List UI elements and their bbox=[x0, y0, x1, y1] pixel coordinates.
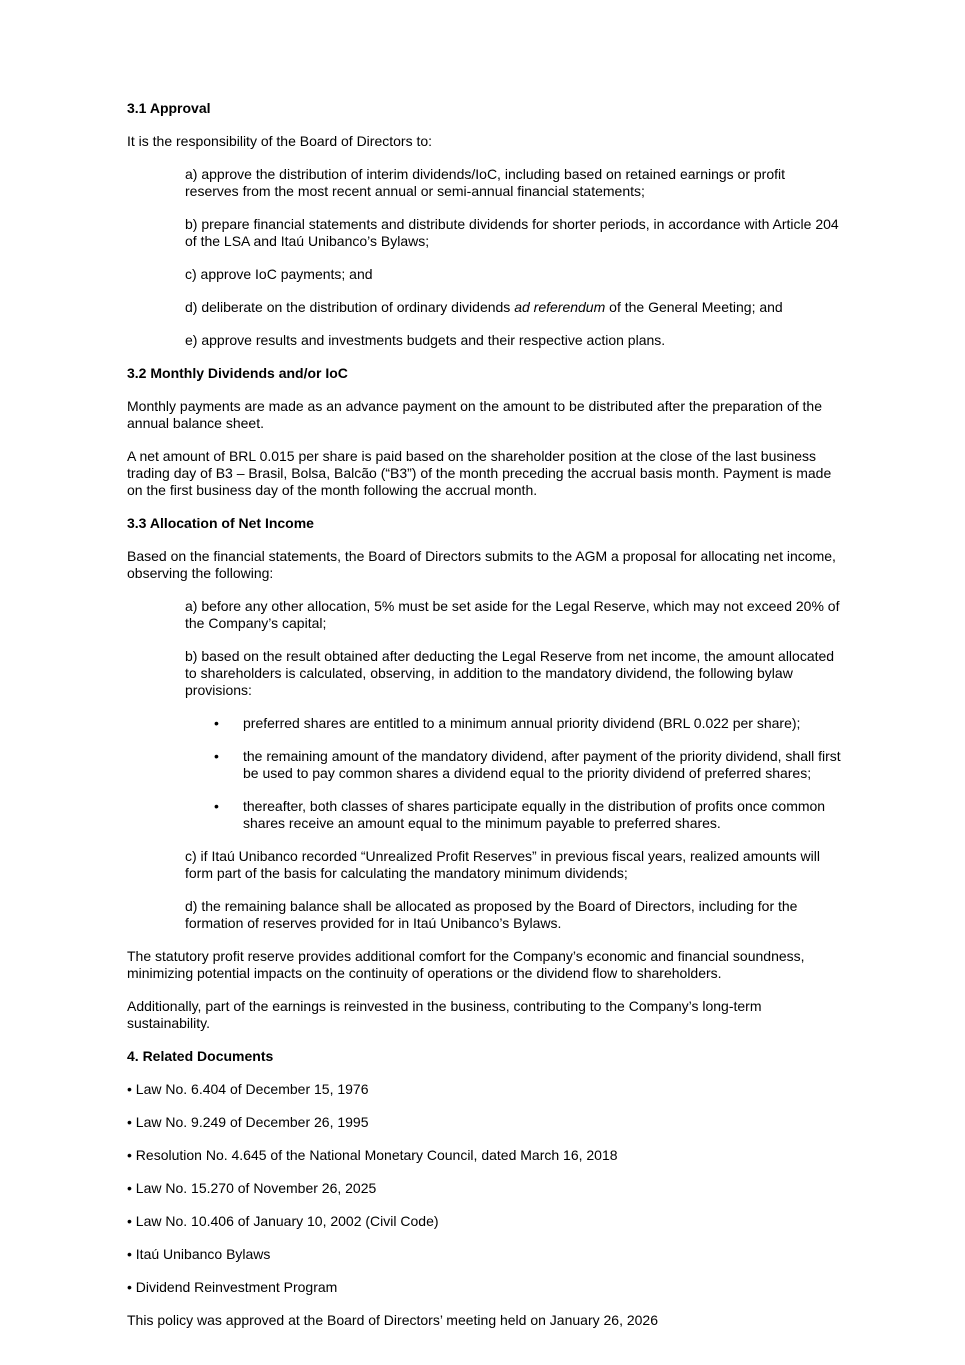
bullet-item bbox=[214, 798, 842, 832]
item-3-1-d-text: d) deliberate on the distribution of ordinary dividends bbox=[185, 299, 515, 315]
related-document-item: • Law No. 10.406 of January 10, 2002 (Civil Code) bbox=[127, 1213, 439, 1229]
item-3-1-d bbox=[185, 299, 842, 316]
bullet-marker: • bbox=[214, 798, 219, 814]
related-document-item: • Law No. 15.270 of November 26, 2025 bbox=[127, 1180, 377, 1196]
item-3-1-d-text-end: of the General Meeting; and bbox=[605, 299, 783, 315]
related-document-item: • Dividend Reinvestment Program bbox=[127, 1279, 338, 1295]
item-3-3-a: a) before any other allocation, 5% must be set aside for the Legal Reserve, which may not exceed 20% of the Company’s capital; bbox=[185, 598, 840, 631]
bullet-marker: • bbox=[214, 748, 219, 764]
related-document-item: • Itaú Unibanco Bylaws bbox=[127, 1246, 271, 1262]
item-3-1-a: a) approve the distribution of interim dividends/IoC, including based on retained earnings or profit reserves from the most recent annual or semi-annual financial statements; bbox=[185, 166, 786, 199]
section-3-3-heading: 3.3 Allocation of Net Income bbox=[127, 515, 314, 531]
bullet-text: preferred shares are entitled to a minimum annual priority dividend (BRL 0.022 per share); bbox=[243, 715, 801, 731]
section-3-1-intro: It is the responsibility of the Board of Directors to: bbox=[127, 133, 433, 149]
item-3-1-c: c) approve IoC payments; and bbox=[185, 266, 373, 282]
section-3-3-paragraph-2: Additionally, part of the earnings is reinvested in the business, contributing to the Company’s long-term sustainability. bbox=[127, 998, 762, 1031]
item-3-3-d: d) the remaining balance shall be allocated as proposed by the Board of Directors, including for the formation of reserves provided for in Itaú Unibanco’s Bylaws. bbox=[185, 898, 798, 931]
document-page bbox=[127, 100, 842, 1329]
related-document-item: • Law No. 6.404 of December 15, 1976 bbox=[127, 1081, 369, 1097]
approval-statement: This policy was approved at the Board of Directors’ meeting held on January 26, 2026 bbox=[127, 1312, 659, 1328]
bullet-text: thereafter, both classes of shares participate equally in the distribution of profits once common shares receive an amount equal to the minimum payable to preferred shares. bbox=[243, 798, 826, 831]
section-3-3-intro: Based on the financial statements, the Board of Directors submits to the AGM a proposal for allocating net income, observing the following: bbox=[127, 548, 836, 581]
section-3-3-paragraph-1: The statutory profit reserve provides additional comfort for the Company’s economic and financial soundness, minimizing potential impacts on the continuity of operations or the dividend flow to shareholders. bbox=[127, 948, 805, 981]
section-4-heading: 4. Related Documents bbox=[127, 1048, 274, 1064]
item-3-1-d-italic: ad referendum bbox=[514, 299, 606, 315]
section-3-1-heading: 3.1 Approval bbox=[127, 100, 211, 116]
bullet-text: the remaining amount of the mandatory dividend, after payment of the priority dividend, shall first be used to pay common shares a dividend equal to the priority dividend of preferred shares; bbox=[243, 748, 841, 781]
item-3-3-b: b) based on the result obtained after deducting the Legal Reserve from net income, the amount allocated to shareholders is calculated, observing, in addition to the mandatory dividend, the following bylaw provisions: bbox=[185, 648, 835, 698]
item-3-3-c: c) if Itaú Unibanco recorded “Unrealized Profit Reserves” in previous fiscal years, realized amounts will form part of the basis for calculating the mandatory minimum dividends; bbox=[185, 848, 820, 881]
item-3-1-e: e) approve results and investments budgets and their respective action plans. bbox=[185, 332, 666, 348]
section-3-2-heading: 3.2 Monthly Dividends and/or IoC bbox=[127, 365, 348, 381]
bullet-marker: • bbox=[214, 715, 219, 731]
section-3-2-paragraph-1: Monthly payments are made as an advance payment on the amount to be distributed after the preparation of the annual balance sheet. bbox=[127, 398, 822, 431]
bullet-item bbox=[214, 748, 842, 782]
bullet-item bbox=[214, 715, 842, 732]
related-document-item: • Resolution No. 4.645 of the National Monetary Council, dated March 16, 2018 bbox=[127, 1147, 618, 1163]
section-3-2-paragraph-2: A net amount of BRL 0.015 per share is paid based on the shareholder position at the close of the last business trading day of B3 – Brasil, Bolsa, Balcão (“B3”) of the month preceding the accrual basis month. Payment is made on the first business day of the month following the accrual month. bbox=[127, 448, 832, 498]
item-3-1-b: b) prepare financial statements and distribute dividends for shorter periods, in accordance with Article 204 of the LSA and Itaú Unibanco’s Bylaws; bbox=[185, 216, 839, 249]
related-document-item: • Law No. 9.249 of December 26, 1995 bbox=[127, 1114, 369, 1130]
